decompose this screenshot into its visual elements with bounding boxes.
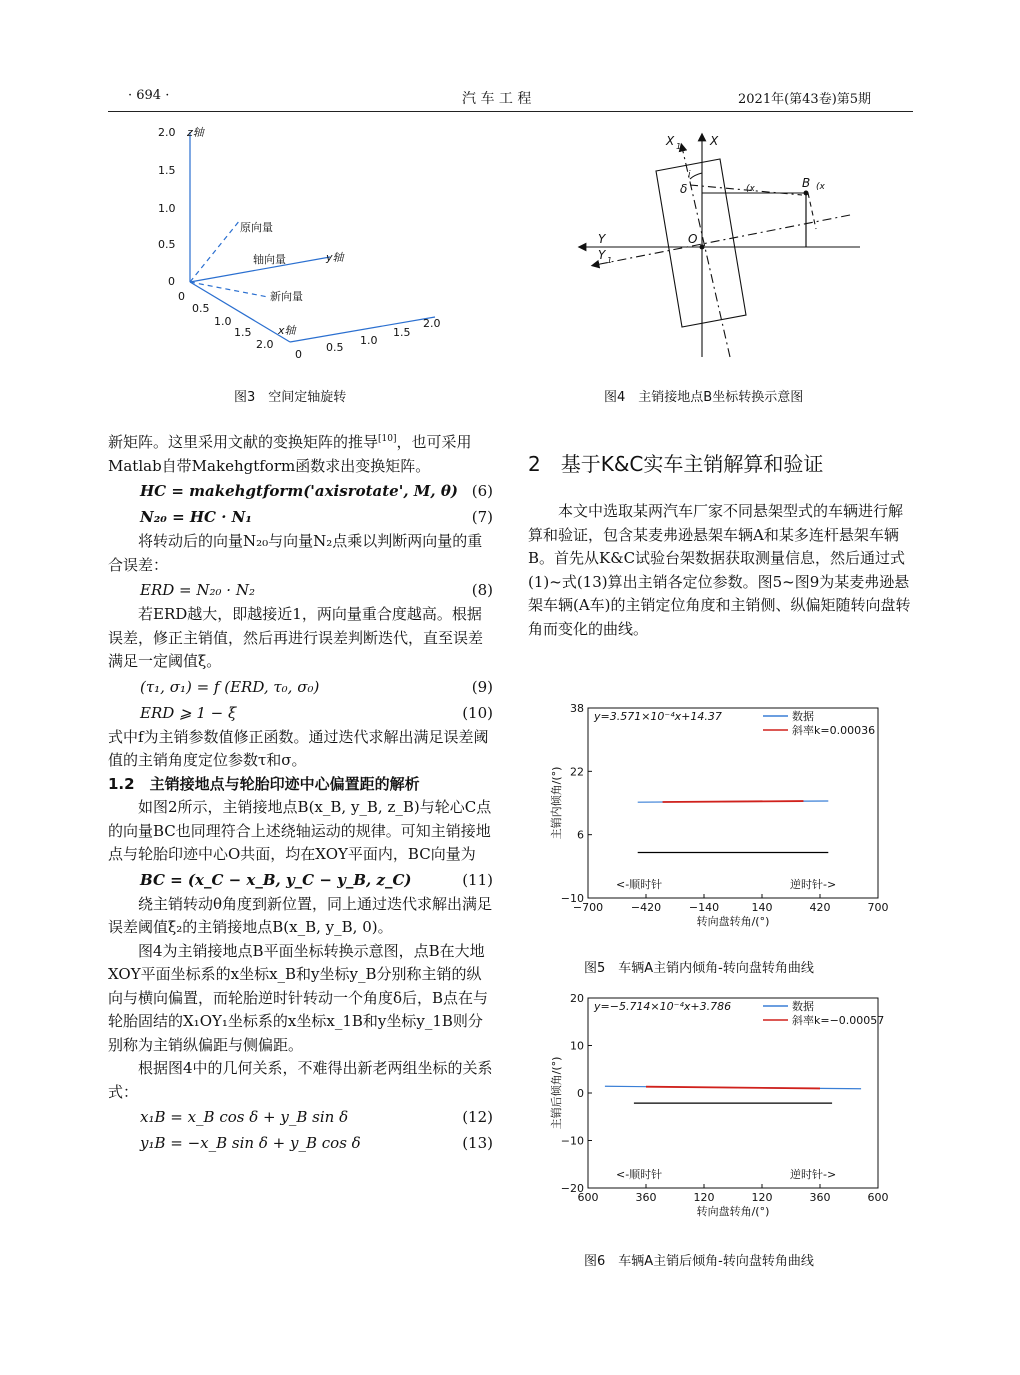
legend-entry: 斜率k=−0.00057 bbox=[792, 1014, 885, 1027]
z-tick: 0 bbox=[168, 275, 175, 288]
X1-label: X bbox=[666, 134, 675, 148]
Y1-label: Y bbox=[598, 248, 606, 262]
delta-arc bbox=[690, 173, 702, 179]
paragraph: 根据图4中的几何关系，不难得出新老两组坐标的关系式： bbox=[108, 1059, 493, 1101]
right-column bbox=[528, 500, 914, 641]
y-tick: 1.5 bbox=[393, 326, 411, 339]
equation-13: y₁B = −x_B sin δ + y_B cos δ (13) bbox=[140, 1134, 493, 1152]
figure-3-caption: 图3 空间定轴旋转 bbox=[234, 390, 347, 405]
x-tick: 1.0 bbox=[214, 315, 232, 328]
equation-9: (τ₁, σ₁) = f (ERD, τ₀, σ₀) (9) bbox=[140, 677, 493, 696]
B-coord: (x bbox=[816, 182, 825, 192]
point-B bbox=[804, 191, 809, 196]
x-tick-label: 700 bbox=[867, 901, 889, 914]
B-y1-projection bbox=[808, 193, 816, 229]
section-heading-1-2: 1.2 主销接地点与轮胎印迹中心偏置距的解析 bbox=[108, 774, 420, 793]
series-line bbox=[663, 801, 804, 802]
delta-label: δ bbox=[680, 182, 688, 196]
y-tick-label: 20 bbox=[570, 992, 584, 1005]
legend-entry: 数据 bbox=[792, 1000, 814, 1013]
x-tick-label: 120 bbox=[693, 1191, 715, 1204]
x-tick: 0 bbox=[178, 290, 185, 303]
y-tick: 2.0 bbox=[423, 317, 441, 330]
direction-left-label: <-顺时针 bbox=[616, 878, 663, 891]
y-tick-label: 22 bbox=[570, 765, 584, 779]
z-tick: 1.5 bbox=[158, 164, 176, 177]
x-tick-label: 600 bbox=[577, 1191, 599, 1204]
x-tick-label: 360 bbox=[809, 1191, 831, 1204]
x-axis-label: x轴 bbox=[278, 324, 296, 337]
issue-info: 2021年(第43卷)第5期 bbox=[738, 92, 872, 107]
z-tick: 1.0 bbox=[158, 202, 176, 215]
y-tick-label: 38 bbox=[570, 702, 584, 715]
z-tick: 0.5 bbox=[158, 238, 176, 251]
header-rule bbox=[108, 111, 913, 112]
new-vector-label: 新向量 bbox=[270, 290, 303, 303]
x-tick: 1.5 bbox=[234, 326, 252, 339]
figure-6-caption: 图6 车辆A主销后倾角-转向盘转角曲线 bbox=[584, 1254, 814, 1269]
x-tick-label: −700 bbox=[572, 901, 604, 914]
legend-entry: 数据 bbox=[792, 710, 814, 723]
x-tick: 0.5 bbox=[192, 302, 210, 315]
legend-entry: 斜率k=0.00036 bbox=[792, 724, 876, 737]
y-tick-label: −20 bbox=[560, 1182, 584, 1195]
figure-6-chart bbox=[548, 990, 893, 1225]
paragraph: 绕主销转动θ角度到新位置，同上通过迭代求解出满足误差阈值ξ₂的主销接地点B(x_B, y_B, 0)。 bbox=[108, 894, 493, 936]
equation-8: ERD = N₂₀ · N₂ (8) bbox=[140, 581, 493, 599]
B-label: B bbox=[802, 176, 811, 190]
x-tick-label: 360 bbox=[635, 1191, 657, 1204]
x-axis-label: 转向盘转角/(°) bbox=[696, 1205, 770, 1218]
B1-coord: (x bbox=[746, 184, 755, 194]
y-axis-label: y轴 bbox=[326, 251, 344, 264]
paragraph: 图4为主销接地点B平面坐标转换示意图，点B在大地XOY平面坐标系的x坐标x_B和y坐标y_B分别称主销的纵向与横向偏置，而轮胎逆时针转动一个角度δ后，B点在与轮胎固结的X₁OY₁坐标系的x坐标x_1B和y坐标y_1B则分别称为主销纵偏距与侧偏距。 bbox=[108, 941, 489, 1054]
fit-equation: y=−5.714×10⁻⁴x+3.786 bbox=[594, 1000, 732, 1013]
page-number: · 694 · bbox=[128, 88, 170, 103]
y-axis-label: 主销内倾角/(°) bbox=[550, 766, 563, 840]
original-vector bbox=[190, 220, 240, 282]
y-tick: 0 bbox=[295, 348, 302, 361]
journal-title: 汽 车 工 程 bbox=[462, 91, 532, 107]
equation-7: N₂₀ = HC · N₁ (7) bbox=[140, 508, 493, 526]
y-tick: 0.5 bbox=[326, 341, 344, 354]
section-heading-2: 2 基于K&C实车主销解算和验证 bbox=[528, 452, 824, 476]
paragraph: 式中f为主销参数值修正函数。通过迭代求解出满足误差阈值的主销角度定位参数τ和σ。 bbox=[108, 727, 489, 769]
series-line bbox=[646, 1087, 820, 1089]
x-tick: 2.0 bbox=[256, 338, 274, 351]
y-tick-label: −10 bbox=[560, 1134, 584, 1148]
figure-3 bbox=[150, 122, 450, 362]
left-column bbox=[108, 428, 493, 1156]
tire-footprint-rect bbox=[656, 159, 746, 327]
direction-right-label: 逆时针-> bbox=[790, 1168, 837, 1181]
Y1-sub: 1 bbox=[607, 256, 613, 265]
equation-12: x₁B = x_B cos δ + y_B sin δ (12) bbox=[140, 1108, 493, 1126]
i-label: i bbox=[688, 170, 691, 180]
figure-5-caption: 图5 车辆A主销内倾角-转向盘转角曲线 bbox=[584, 961, 814, 976]
X1-sub: 1 bbox=[676, 142, 682, 151]
paragraph: 新矩阵。这里采用文献的变换矩阵的推导[10]，也可采用Matlab自带Makehgtform函数求出变换矩阵。 bbox=[108, 433, 472, 475]
y-tick: 1.0 bbox=[360, 334, 378, 347]
original-vector-label: 原向量 bbox=[240, 221, 273, 234]
direction-right-label: 逆时针-> bbox=[790, 878, 837, 891]
x-tick-label: 600 bbox=[867, 1191, 889, 1204]
y-tick-label: 0 bbox=[577, 1087, 584, 1100]
y-axis-label: 主销后倾角/(°) bbox=[550, 1056, 563, 1130]
figure-4-caption: 图4 主销接地点B坐标转换示意图 bbox=[604, 390, 804, 405]
X-label: X bbox=[710, 134, 719, 148]
paragraph: 本文中选取某两汽车厂家不同悬架型式的车辆进行解算和验证，包含某麦弗逊悬架车辆A和某多连杆悬架车辆B。首先从K&C试验台架数据获取测量信息，然后通过式(1)~式(13)算出主销各定位参数。图5~图9为某麦弗逊悬架车辆(A车)的主销定位角度和主销侧、纵偏矩随转向盘转角而变化的曲线。 bbox=[528, 502, 911, 638]
figure-5-chart bbox=[548, 700, 893, 935]
figure-4 bbox=[570, 125, 870, 365]
paragraph: 如图2所示，主销接地点B(x_B, y_B, z_B)与轮心C点的向量BC也同理符合上述绕轴运动的规律。可知主销接地点与轮胎印迹中心O共面，均在XOY平面内，BC向量为 bbox=[108, 798, 492, 863]
point-O bbox=[700, 245, 705, 250]
O-label: O bbox=[688, 232, 698, 246]
x-tick-label: 120 bbox=[751, 1191, 773, 1204]
paragraph: 将转动后的向量N₂₀与向量N₂点乘以判断两向量的重合误差： bbox=[108, 532, 483, 574]
x-tick-label: −420 bbox=[630, 901, 662, 914]
z-tick: 2.0 bbox=[158, 126, 176, 139]
equation-10: ERD ⩾ 1 − ξ (10) bbox=[140, 703, 493, 722]
direction-left-label: <-顺时针 bbox=[616, 1168, 663, 1181]
x-tick-label: −140 bbox=[688, 901, 720, 914]
paragraph: 若ERD越大，即越接近1，两向量重合度越高。根据误差，修正主销值，然后再进行误差判断迭代，直至误差满足一定阈值ξ。 bbox=[108, 605, 484, 670]
fit-equation: y=3.571×10⁻⁴x+14.37 bbox=[594, 710, 722, 723]
y-tick-label: 10 bbox=[570, 1039, 584, 1053]
x-tick-label: 140 bbox=[751, 901, 773, 914]
y-tick-label: 6 bbox=[577, 828, 584, 842]
x-tick-label: 420 bbox=[809, 901, 831, 914]
equation-11: BC = (x_C − x_B, y_C − y_B, z_C) (11) bbox=[140, 870, 493, 889]
B-projection bbox=[702, 193, 806, 247]
Y-label: Y bbox=[598, 232, 606, 246]
x-axis-label: 转向盘转角/(°) bbox=[696, 915, 770, 928]
Y1-axis bbox=[595, 215, 850, 265]
z-axis-label: z轴 bbox=[187, 126, 204, 139]
axis-vector-label: 轴向量 bbox=[253, 253, 286, 266]
y-tick-label: −10 bbox=[560, 892, 584, 905]
equation-6: HC = makehgtform('axisrotate', M, θ) (6) bbox=[140, 482, 493, 500]
